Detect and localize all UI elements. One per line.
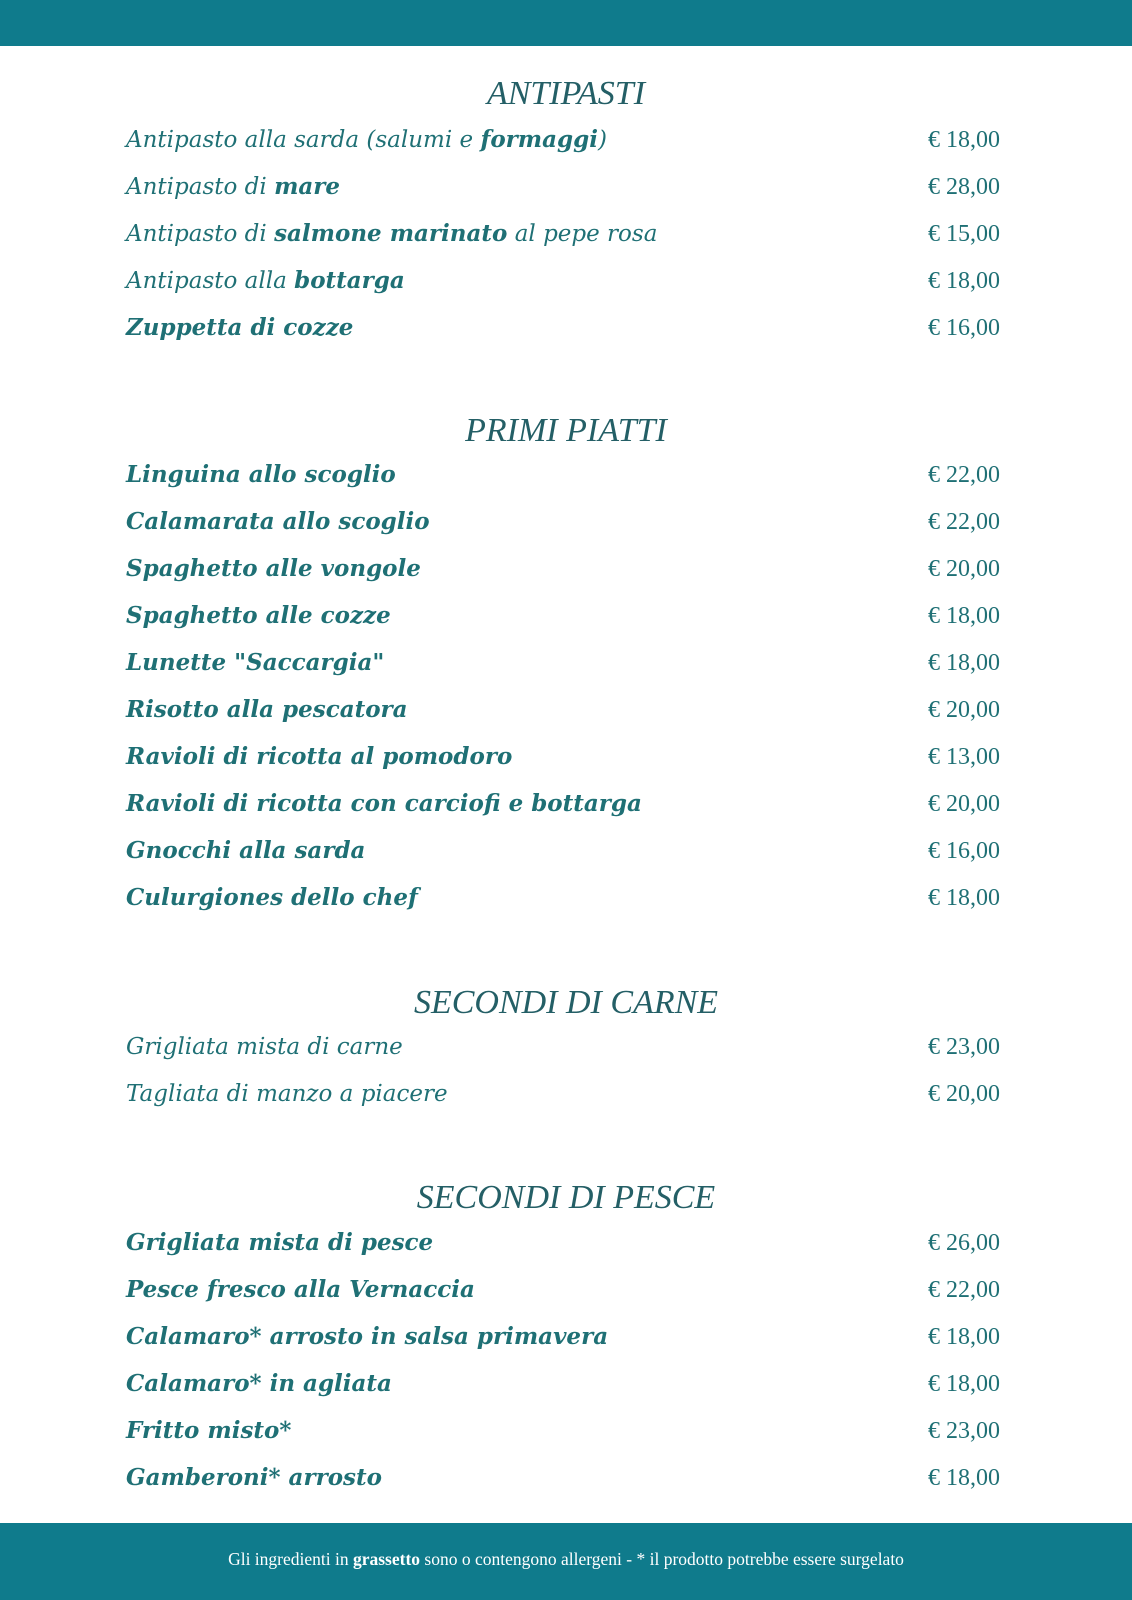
menu-item (126, 788, 1000, 820)
menu-item (126, 265, 1000, 297)
item-name: Spaghetto alle vongole (126, 555, 421, 582)
menu-item (126, 1321, 1000, 1353)
menu-item (126, 218, 1000, 250)
section-title: PRIMI PIATTI (465, 412, 667, 449)
item-name: Antipasto alla sarda (salumi e formaggi) (126, 126, 607, 153)
item-price: € 22,00 (928, 1277, 1000, 1303)
section-title: ANTIPASTI (486, 75, 646, 112)
menu-item (126, 124, 1000, 156)
item-price: € 20,00 (928, 1081, 1000, 1107)
item-price: € 20,00 (928, 697, 1000, 723)
item-name: Antipasto alla bottarga (126, 267, 405, 294)
menu-item (126, 647, 1000, 679)
item-price: € 18,00 (928, 268, 1000, 294)
section-title: SECONDI DI PESCE (416, 1179, 716, 1216)
item-name: Fritto misto* (126, 1417, 292, 1444)
menu-item (126, 694, 1000, 726)
item-price: € 20,00 (928, 556, 1000, 582)
item-name: Tagliata di manzo a piacere (126, 1081, 448, 1107)
menu-item (126, 171, 1000, 203)
section-title: SECONDI DI CARNE (413, 984, 719, 1021)
item-price: € 22,00 (928, 462, 1000, 488)
item-name: Ravioli di ricotta al pomodoro (126, 743, 513, 770)
item-price: € 16,00 (928, 315, 1000, 341)
menu-item (126, 1227, 1000, 1259)
item-name: Risotto alla pescatora (126, 696, 408, 723)
item-price: € 23,00 (928, 1034, 1000, 1060)
menu-item (126, 1415, 1000, 1447)
item-price: € 18,00 (928, 127, 1000, 153)
menu-item (126, 882, 1000, 914)
item-price: € 18,00 (928, 650, 1000, 676)
item-price: € 22,00 (928, 509, 1000, 535)
menu-item (126, 1078, 1000, 1110)
item-price: € 23,00 (928, 1418, 1000, 1444)
item-price: € 13,00 (928, 744, 1000, 770)
item-price: € 18,00 (928, 1324, 1000, 1350)
item-price: € 18,00 (928, 603, 1000, 629)
item-name: Grigliata mista di carne (126, 1034, 403, 1060)
item-name: Calamaro* arrosto in salsa primavera (126, 1323, 609, 1350)
item-price: € 15,00 (928, 221, 1000, 247)
menu-item (126, 741, 1000, 773)
menu-item (126, 312, 1000, 344)
item-name: Lunette "Saccargia" (126, 649, 385, 676)
item-price: € 18,00 (928, 885, 1000, 911)
menu-item (126, 1274, 1000, 1306)
top-banner (0, 0, 1132, 46)
item-name: Spaghetto alle cozze (126, 602, 391, 629)
item-name: Culurgiones dello chef (126, 884, 418, 911)
item-price: € 20,00 (928, 791, 1000, 817)
item-name: Ravioli di ricotta con carciofi e bottarga (126, 790, 642, 817)
item-name: Zuppetta di cozze (126, 314, 354, 341)
item-name: Pesce fresco alla Vernaccia (126, 1276, 475, 1303)
menu-item (126, 553, 1000, 585)
item-name: Calamarata allo scoglio (126, 508, 430, 535)
allergen-note: Gli ingredienti in grassetto sono o contengono allergeni - * il prodotto potrebbe essere surgelato (228, 1549, 904, 1569)
item-name: Linguina allo scoglio (126, 461, 396, 488)
item-name: Gamberoni* arrosto (126, 1464, 382, 1491)
menu-item (126, 835, 1000, 867)
item-name: Antipasto di mare (126, 173, 341, 200)
menu-item (126, 1031, 1000, 1063)
item-name: Grigliata mista di pesce (126, 1229, 434, 1256)
item-name: Antipasto di salmone marinato al pepe rosa (126, 220, 658, 247)
menu-item (126, 1368, 1000, 1400)
menu-item (126, 600, 1000, 632)
item-price: € 18,00 (928, 1371, 1000, 1397)
item-price: € 16,00 (928, 838, 1000, 864)
item-price: € 26,00 (928, 1230, 1000, 1256)
item-price: € 18,00 (928, 1465, 1000, 1491)
menu-item (126, 459, 1000, 491)
menu-item (126, 506, 1000, 538)
item-price: € 28,00 (928, 174, 1000, 200)
menu-item (126, 1462, 1000, 1494)
item-name: Calamaro* in agliata (126, 1370, 392, 1397)
item-name: Gnocchi alla sarda (126, 837, 366, 864)
